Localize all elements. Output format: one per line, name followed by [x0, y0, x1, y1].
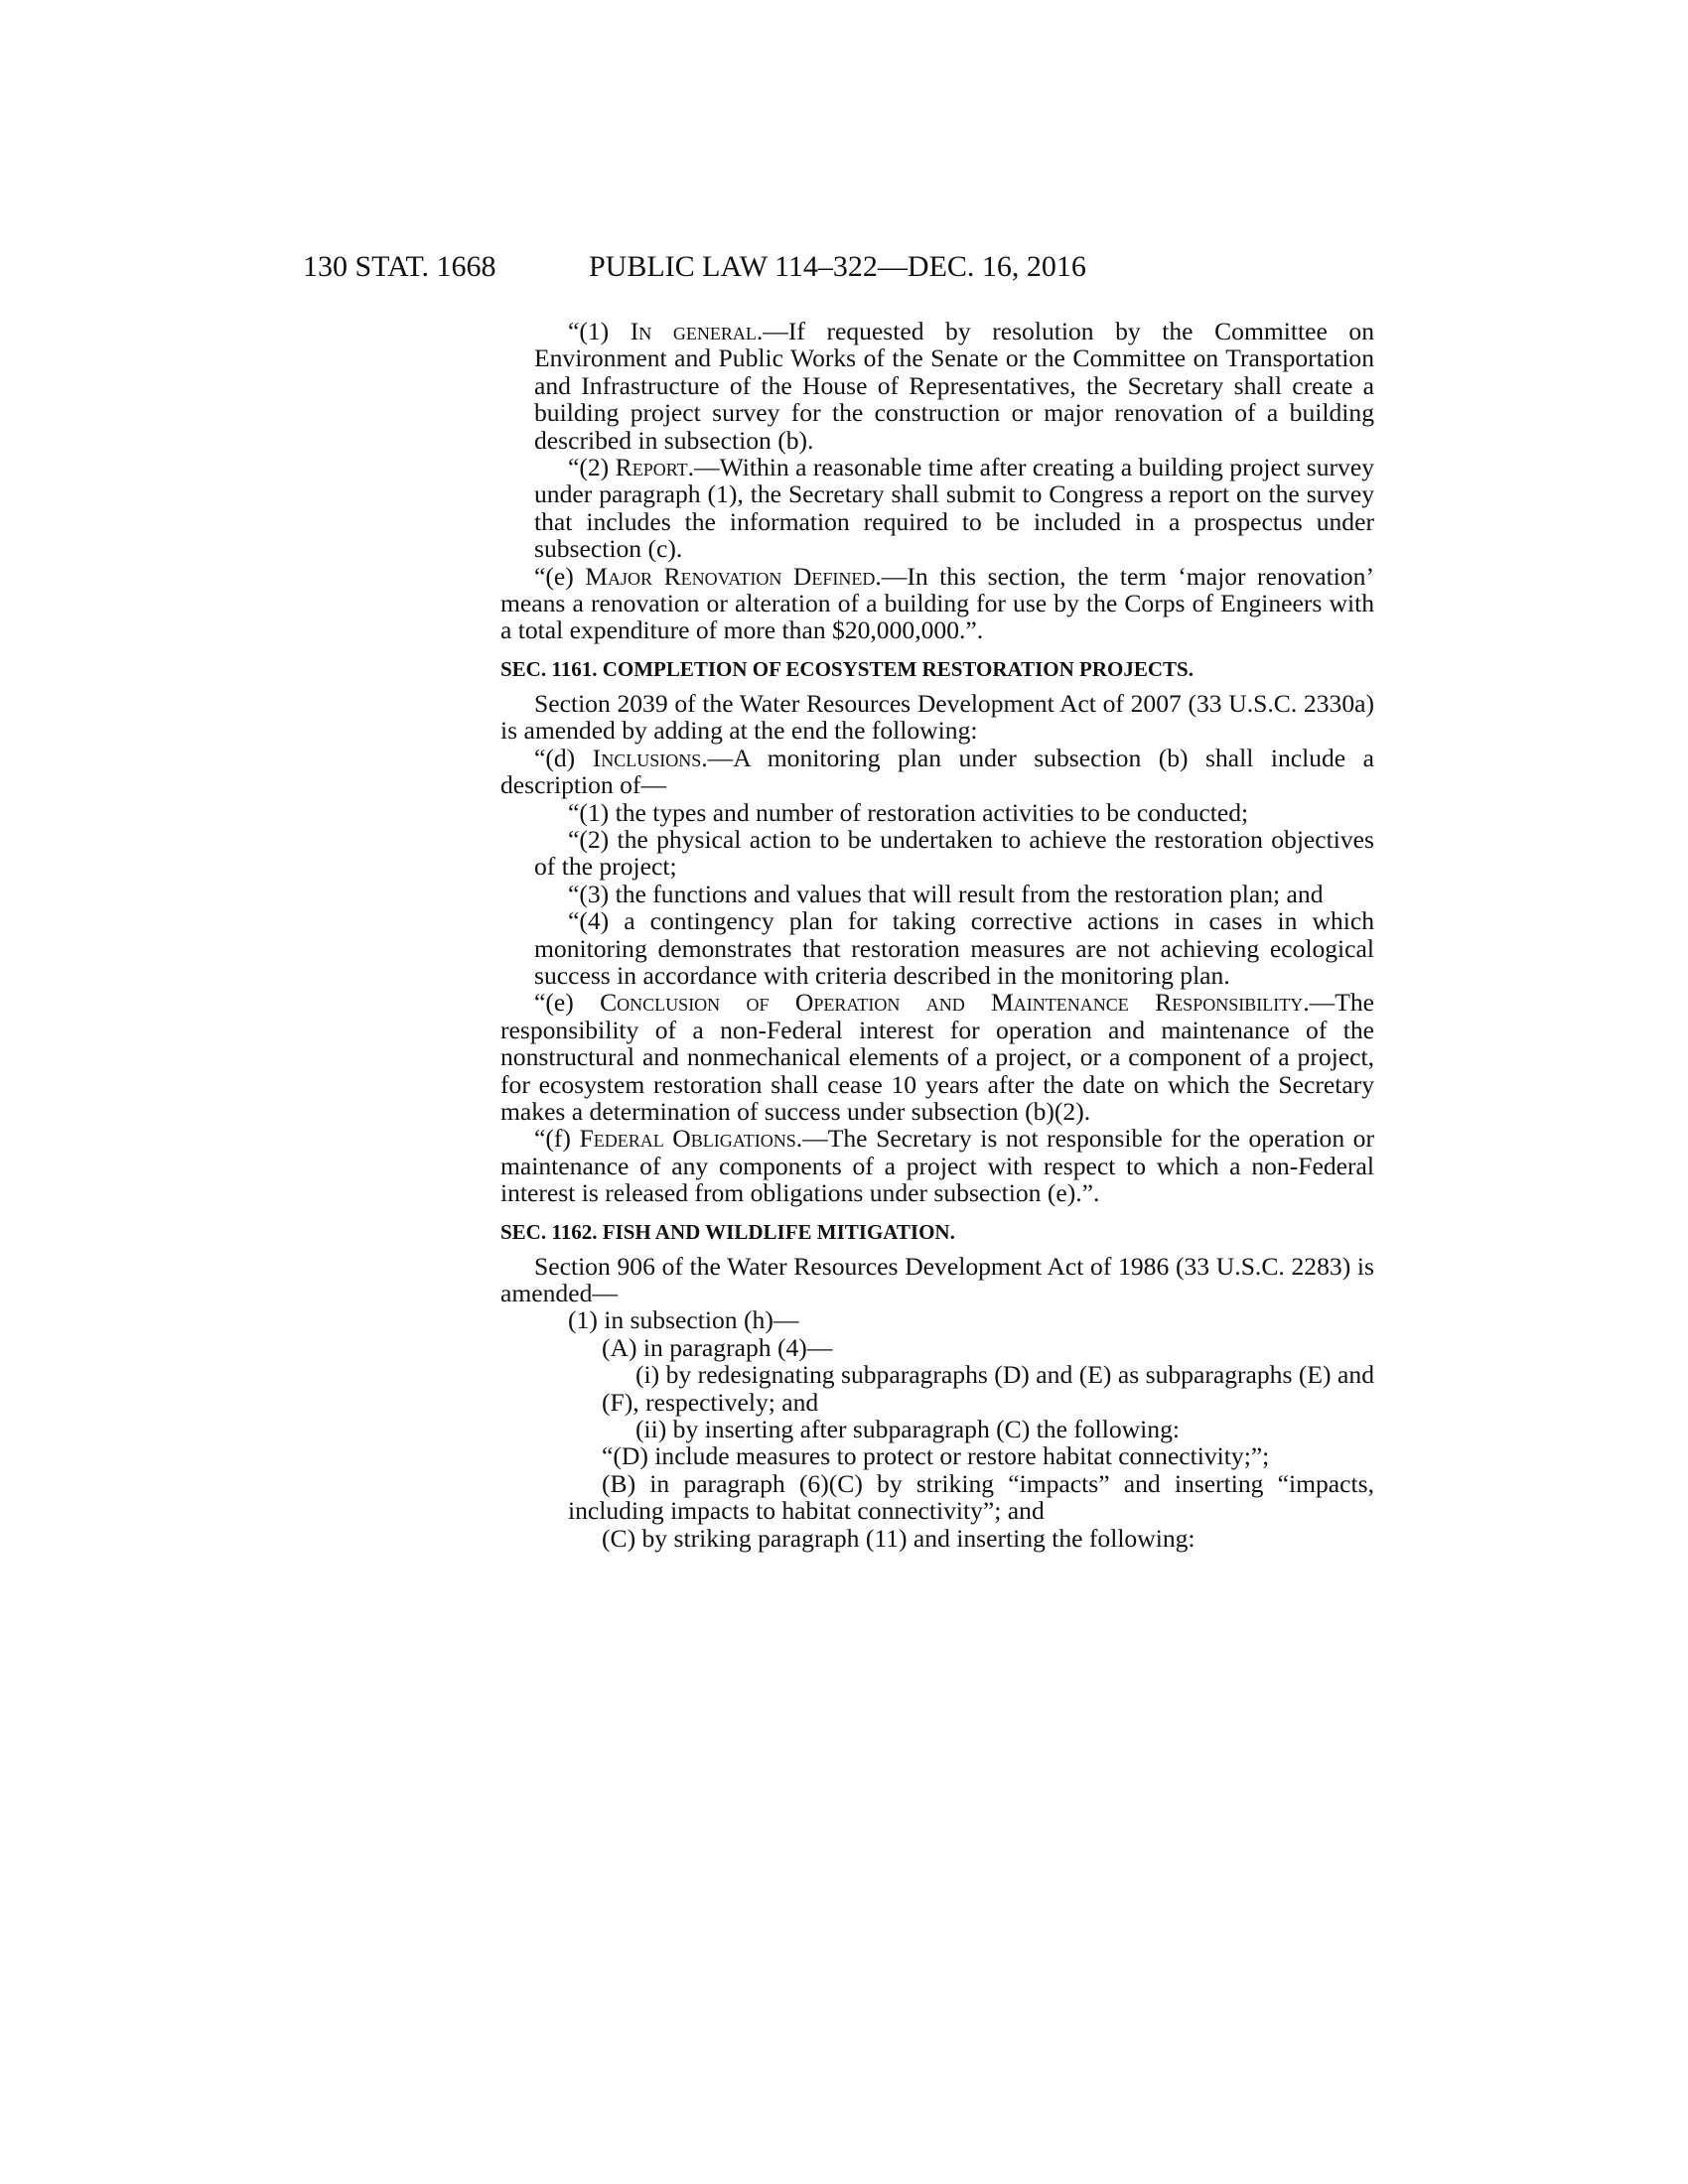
statute-citation: 130 STAT. 1668 — [303, 250, 496, 283]
amendment-clause-ii: (ii) by inserting after subparagraph (C) the following: — [635, 1415, 1180, 1444]
subsection-caption: Federal Obligations — [579, 1124, 796, 1154]
paragraph-number: “(2) — [568, 453, 616, 482]
subsection-text: .—In this section, the term ‘major renovation’ means a renovation or alteration of a building for use by the Corps of Engineers with a total expenditure of more than $20,000,000.”. — [500, 561, 1375, 645]
section-1162-intro: Section 906 of the Water Resources Development Act of 1986 (33 U.S.C. 2283) is amended— — [500, 1251, 1374, 1307]
page-header — [303, 250, 1375, 290]
amendment-paragraph-1: (1) in subsection (h)— — [568, 1305, 799, 1335]
subsection-major-renovation — [500, 563, 1374, 644]
paragraph-in-general — [500, 318, 1374, 454]
subsection-letter: “(f) — [534, 1124, 580, 1154]
inserted-subparagraph-d: “(D) include measures to protect or restore habitat connectivity;”; — [602, 1441, 1270, 1471]
amendment-clause-i: (i) by redesignating subparagraphs (D) and (E) as subparagraphs (E) and (F), respectively; and — [602, 1360, 1374, 1417]
paragraph-number: “(1) — [568, 317, 631, 345]
inclusion-item-1: “(1) the types and number of restoration activities to be conducted; — [568, 797, 1249, 827]
paragraph-text: .—If requested by resolution by the Committee on Environment and Public Works of the Senate or the Committee on Transportation and Infrastructure of the House of Representatives, the Secretary shall create a building project survey for the construction or major renovation of a building described in subsection (b). — [534, 317, 1374, 455]
subsection-caption: Conclusion of Operation and Maintenance Responsibility — [600, 988, 1304, 1018]
subsection-federal-obligations — [500, 1125, 1374, 1206]
document-body — [500, 318, 1374, 1552]
inclusion-item-4: “(4) a contingency plan for taking corrective actions in cases in which monitoring demonstrates that restoration measures are not achieving ecological success in accordance with criteria described in the monitoring plan. — [534, 906, 1374, 990]
subsection-text: .—The Secretary is not responsible for the operation or maintenance of any components of a project with respect to which a non-Federal interest is released from obligations under subsection (e).”. — [500, 1124, 1374, 1208]
amendment-subparagraph-b: (B) in paragraph (6)(C) by striking “impacts” and inserting “impacts, including impacts to habitat connectivity”; and — [568, 1468, 1374, 1526]
amendment-subparagraph-c: (C) by striking paragraph (11) and inserting the following: — [602, 1523, 1196, 1553]
paragraph-caption: Report — [615, 453, 688, 482]
paragraph-text: .—Within a reasonable time after creating a building project survey under paragraph (1), the Secretary shall submit to Congress a report on the survey that includes the information required to be included in a prospectus under subsection (c). — [534, 453, 1374, 564]
section-1161-intro: Section 2039 of the Water Resources Development Act of 2007 (33 U.S.C. 2330a) is amended by adding at the end the following: — [500, 688, 1374, 746]
subsection-letter: “(e) — [534, 988, 601, 1018]
subsection-text: .—A monitoring plan under subsection (b) shall include a description of— — [500, 743, 1374, 800]
subsection-letter: “(d) — [534, 743, 593, 772]
inclusion-item-3: “(3) the functions and values that will result from the restoration plan; and — [568, 879, 1324, 908]
amendment-subparagraph-a: (A) in paragraph (4)— — [602, 1332, 833, 1362]
subsection-caption: Inclusions — [592, 743, 702, 772]
subsection-conclusion-of-responsibility — [500, 989, 1374, 1125]
subsection-text: .—The responsibility of a non-Federal interest for operation and maintenance of the nonstructural and nonmechanical elements of a project, or a component of a project, for ecosystem restoration shall cease 10 years after the date on which the Secretary makes a determination of success under subsection (b)(2). — [500, 988, 1374, 1126]
subsection-inclusions — [500, 745, 1374, 799]
subsection-caption: Major Renovation Defined — [585, 561, 876, 591]
section-1162-heading: SEC. 1162. FISH AND WILDLIFE MITIGATION. — [500, 1219, 955, 1244]
paragraph-report — [500, 454, 1374, 563]
subsection-letter: “(e) — [534, 561, 586, 591]
section-1161-heading: SEC. 1161. COMPLETION OF ECOSYSTEM RESTORATION PROJECTS. — [500, 656, 1194, 681]
public-law-title: PUBLIC LAW 114–322—DEC. 16, 2016 — [589, 250, 1086, 283]
paragraph-caption: In general — [630, 317, 757, 345]
inclusion-item-2: “(2) the physical action to be undertaken to achieve the restoration objectives of the project; — [534, 824, 1374, 882]
